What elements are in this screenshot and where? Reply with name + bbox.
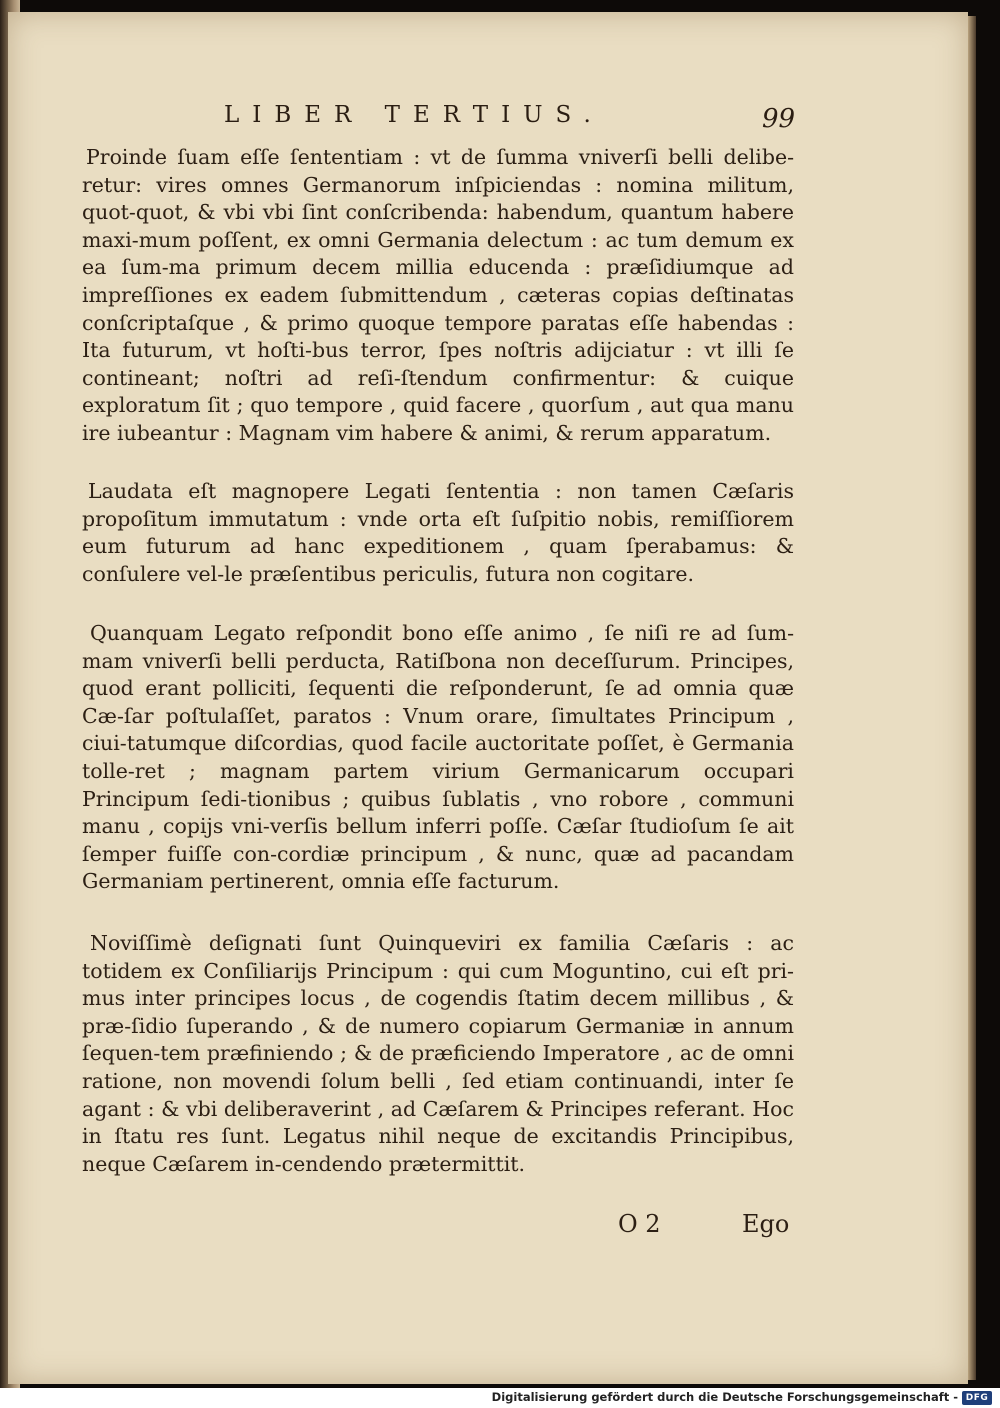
page-number: 99 xyxy=(762,104,796,134)
running-title: LIBER TERTIUS. xyxy=(224,102,604,128)
funding-credit: Digitalisierung gefördert durch die Deutsche Forschungsgemeinschaft - xyxy=(491,1390,958,1404)
page-header xyxy=(224,92,804,142)
signature-mark: O 2 xyxy=(618,1210,661,1238)
paragraph-3: Quanquam Legato reſpondit bono eſſe animo , ſe niſi re ad ſum-mam vniverſi belli perducta, Ratiſbona non deceſſurum. Principes, quod erant polliciti, ſequenti die reſponderunt, ſe ad omnia quæ Cæ-ſar poſtulaſſet, paratos : Vnum orare, ſimultates Principum , ciui-tatumque diſcordias, quod facile auctoritate poſſet, è Germania tolle-ret ; magnam partem virium Germanicarum occupari Principum ſedi-tionibus ; quibus ſublatis , vno robore , communi manu , copijs vni-verſis bellum inferri poſſe. Cæſar ſtudioſum ſe ait ſemper fuiſſe con-cordiæ principum , & nunc, quæ ad pacandam Germaniam pertinerent, omnia eſſe facturum. xyxy=(82,621,794,894)
paragraph-4: Noviſſimè deſignati ſunt Quinqueviri ex familia Cæſaris : ac totidem ex Conſiliarijs Principum : qui cum Moguntino, cui eſt pri-mus inter principes locus , de cogendis ſtatim decem millibus , & præ-ſidio ſuperando , & de numero copiarum Germaniæ in annum ſequen-tem præfiniendo ; & de præficiendo Imperatore , ac de omni ratione, non movendi ſolum belli , ſed etiam continuandi, inter ſe agant : & vbi deliberaverint , ad Cæſarem & Principes referant. Hoc in ſtatu res ſunt. Legatus nihil neque de excitandis Principibus, neque Cæſarem in-cendendo prætermittit. xyxy=(82,931,794,1176)
paragraph-2: Laudata eſt magnopere Legati ſententia : non tamen Cæſaris propoſitum immutatum : vnde orta eſt ſuſpitio nobis, remiſſiorem eum futurum ad hanc expeditionem , quam ſperabamus: & conſulere vel-le præſentibus periculis, futura non cogitare. xyxy=(82,479,794,586)
catchword: Ego xyxy=(742,1210,790,1238)
paragraph-1: Proinde ſuam eſſe ſententiam : vt de ſumma vniverſi belli delibe-retur: vires omnes Germanorum inſpiciendas : nomina militum, quot-quot, & vbi vbi ſint conſcribenda: habendum, quantum habere maxi-mum poſſent, ex omni Germania delectum : ac tum demum ex ea ſum-ma primum decem millia educenda : præſidiumque ad impreſſiones ex eadem ſubmittendum , cæteras copias deſtinatas conſcriptaſque , & primo quoque tempore paratas eſſe habendas : Ita futurum, vt hoſti-bus terror, ſpes noſtris adijciatur : vt illi ſe contineant; noſtri ad reſi-ſtendum confirmentur: & cuique exploratum ſit ; quo tempore , quid facere , quorſum , aut qua manu ire iubeantur : Magnam vim habere & animi, & rerum apparatum. xyxy=(82,145,794,445)
digitization-footer xyxy=(0,1388,1000,1408)
page-edge xyxy=(968,16,976,1380)
dfg-logo-icon: DFG xyxy=(962,1391,992,1405)
